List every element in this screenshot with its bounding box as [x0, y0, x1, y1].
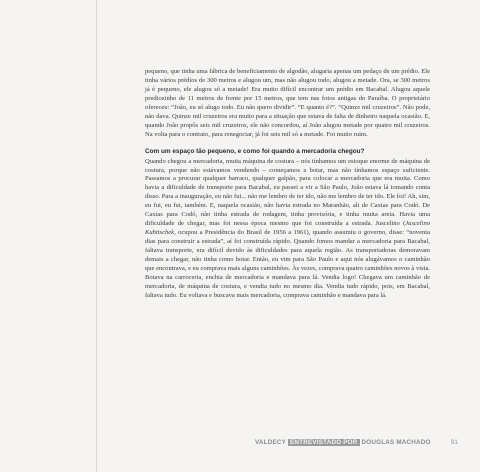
page-gutter-line	[96, 0, 97, 472]
italic-name: Juscelino Kubitschek	[145, 220, 430, 237]
footer-author: VALDECY	[255, 438, 287, 446]
paragraph-text: , ocupou a Presidência do Brasil de 1956 a 1961), quando assumiu o governo, disse: “noventa dias para construir a estrada”, aí foi construída rápido. Quando fomos mandar a mercadoria para Bacabal, faltava transporte, era difícil devido às dificuldades para aquela região. As transportadoras demoravam demais a chegar, não tinha como botar. Então, eu vim para São Paulo e aqui nós alugávamos o caminhão que encontrava, e eu comprava mais alguns caminhões. Às vezes, comprava quatro caminhões novos à vista. Botava na carroceria, enchia de mercadoria e mandava para lá. Vendia logo! Chegava um caminhão de mercadoria, de máquina de costura, e vendia tudo no mesmo dia. Vendia tudo rápido, pois, em Bacabal, faltava tudo. Eu voltava e buscava mais mercadoria, comprava caminhão e mandava para lá.	[145, 229, 430, 299]
footer-highlight: ENTREVISTADO POR	[290, 438, 358, 446]
paragraph: pequeno, que tinha uma fábrica de beneficiamento de algodão, alugaria apenas um pedaço de um prédio. Ele tinha vários prédios de 300 metros e alugou um, mas não alugou todo, alugou a metade. Ora, se 300 metros já é pequeno, ele alugou só a metade! Era muito difícil encontrar um prédio em Bacabal. Alugou aquele prediozinho de 11 metros de frente por 15 metros, que tem nas fotos antigas do Paraíba. O proprietário ofereceu: “João, eu só alugo todo. Eu não quero dividir”. “E quanto é?”. “Quinze mil cruzeiros”. Não pode, não dava. Quinze mil cruzeiros era muito para a situação que estava de falta de dinheiro naquela ocasião. E, quando João propôs seis mil cruzeiros, ele não concordou, aí João alugou metade por quatro mil cruzeiros. Na volta para o contrato, para renegociar, já foi seis mil só a metade. Foi muito ruim.	[145, 68, 430, 138]
text-column	[145, 68, 430, 301]
paragraph	[145, 158, 430, 301]
interview-question: Com um espaço tão pequeno, e como foi quando a mercadoria chegou?	[145, 147, 365, 155]
footer-interviewer: DOUGLAS MACHADO	[361, 438, 431, 446]
running-footer	[255, 437, 458, 447]
paragraph-text: Quando chegou a mercadoria, muita máquina de costura – nós tínhamos um estoque enorme de máquina de costura, porque não estávamos vendendo – começamos a botar, mas não tínhamos espaço suficiente. Passamos a procurar qualquer barraco, qualquer galpão, para colocar a mercadoria que era muita. Como havia a dificuldade de transporte para Bacabal, eu passei a vir a São Paulo, João estava lá tomando conta disso. Para a inauguração, eu não fui... não me lembro de ter ido, não me lembro de ter ido. Ele foi! Ah, sim, eu fui, eu fui, também. E, naquela ocasião, não havia estrada no Maranhão, ali de Caxias para Codó. De Caxias para Codó, não tinha estrada de rodagem, tinha provisória, e tinha muita areia. Havia uma dificuldade de chegar, mas foi nessa época mesmo que foi construída a estrada. Juscelino (	[145, 157, 430, 228]
page-number: 91	[450, 438, 459, 446]
